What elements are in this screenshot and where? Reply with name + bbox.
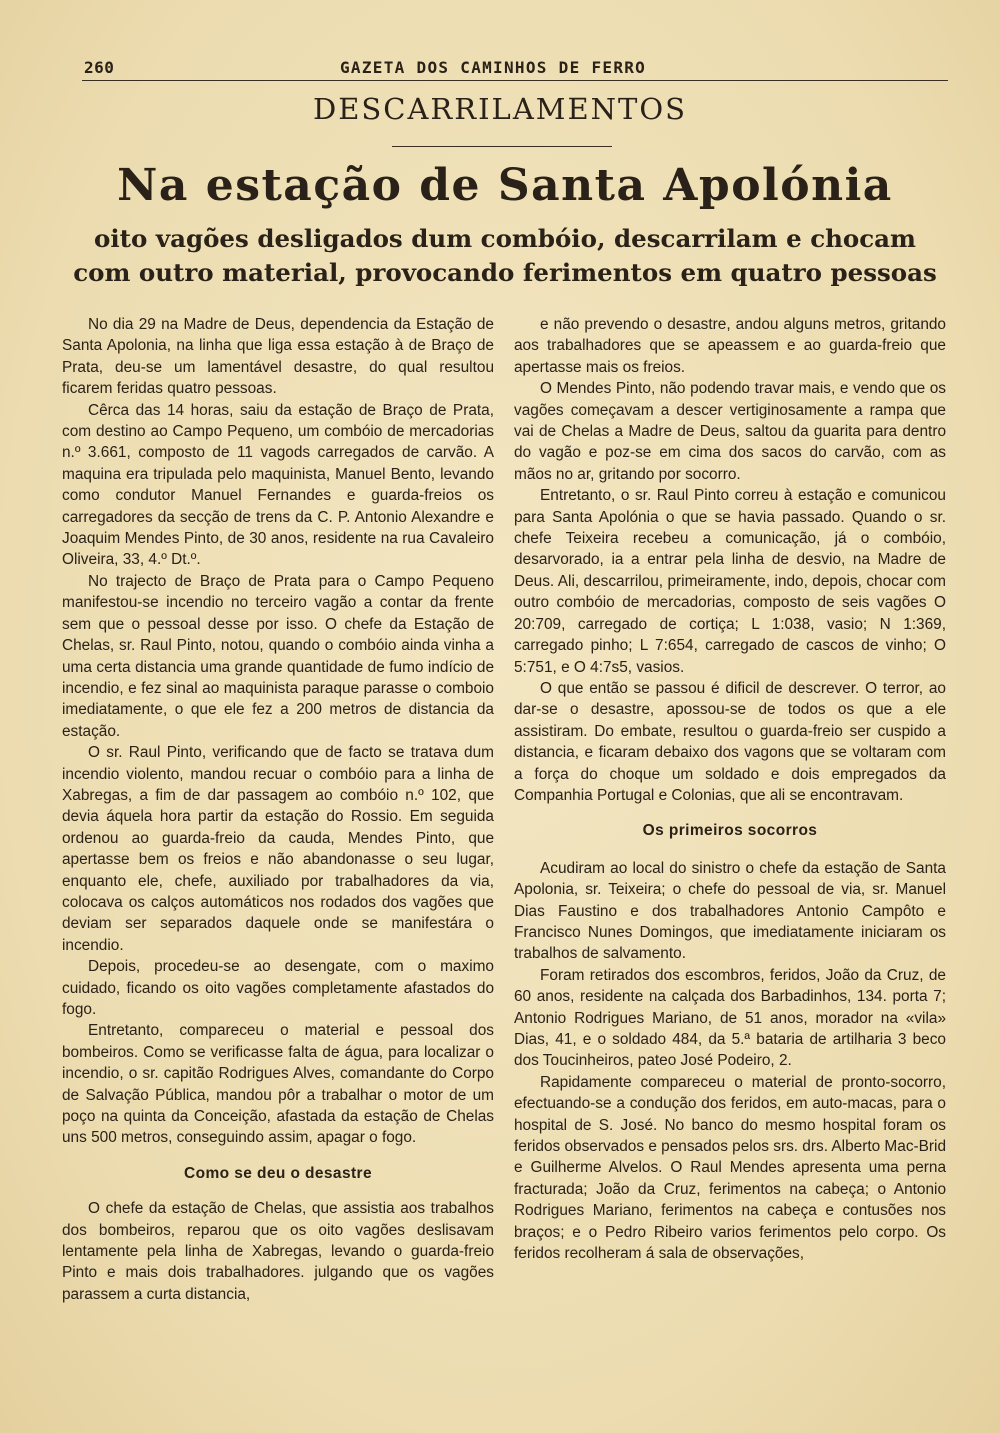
subhead-como-se-deu: Como se deu o desastre	[184, 1164, 372, 1182]
paragraph: No dia 29 na Madre de Deus, dependencia da Estação de Santa Apolonia, na linha que liga essa estação à de Braço de Prata, deu-se um lamentável desastre, do qual resultou ficarem feridas quatro pessoas.	[62, 316, 494, 398]
article-subheadline-line-2: com outro material, provocando ferimentos em quatro pessoas	[73, 258, 937, 287]
title-divider	[392, 146, 612, 147]
paragraph: O que então se passou é dificil de descrever. O terror, ao dar-se o desastre, apossou-se de todos os que a ele assistiram. Do embate, resultou o guarda-freio ser cuspido a distancia, e ficaram debaixo dos vagons que se voltaram com a força do choque um soldado e dois empregados da Companhia Portugal e Colonias, que ali se encontravam.	[514, 679, 946, 804]
subhead-primeiros-socorros: Os primeiros socorros	[642, 822, 818, 840]
paragraph: No trajecto de Braço de Prata para o Campo Pequeno manifestou-se incendio no terceiro vagão a contar da frente sem que o pessoal desse por isso. O chefe da Estação de Chelas, sr. Raul Pinto, notou, quando o combóio ainda vinha a uma certa distancia uma grande quantidade de fumo indício de incendio, e fez sinal ao maquinista paraque parasse o comboio imediatamente, o que ele fez a 200 metros de distancia da estação.	[62, 572, 494, 740]
running-head	[82, 56, 948, 81]
right-column	[514, 314, 946, 1264]
article-subheadline-line-1: oito vagões desligados dum combóio, descarrilam e chocam	[94, 224, 916, 253]
paragraph: Foram retirados dos escombros, feridos, João da Cruz, de 60 anos, residente na calçada dos Barbadinhos, 134. porta 7; Antonio Rodrigues Mariano, de 51 anos, morador na «vila» Dias, 41, e o soldado 484, da 5.ª bataria de artilharia 3 beco dos Toucinheiros, pateo José Podeiro, 2.	[514, 966, 946, 1070]
paragraph: Acudiram ao local do sinistro o chefe da estação de Santa Apolonia, sr. Teixeira; o chefe do pessoal de via, sr. Manuel Dias Faustino e dos trabalhadores Antonio Campôto e Francisco Nunes Domingos, que imediatamente iniciaram os trabalhos de salvamento.	[514, 859, 946, 963]
paragraph: O Mendes Pinto, não podendo travar mais, e vendo que os vagões começavam a descer vertiginosamente a rampa que vai de Chelas a Madre de Deus, saltou da guarita para dentro do vagão e poz-se em cima dos sacos do carvão, com as mãos no ar, gritando por socorro.	[514, 380, 946, 483]
paragraph: O sr. Raul Pinto, verificando que de facto se tratava dum incendio violento, mandou recuar o combóio para a linha de Xabregas, a fim de dar passagem ao combóio n.º 102, que devia áquela hora partir da estação do Rossio. Em seguida ordenou ao guarda-freio da cauda, Mendes Pinto, que apertasse bem os freios e não abandonasse o seu lugar, enquanto ele, chefe, auxiliado por trabalhadores da via, colocava os calços automáticos nos rodados dos vagões que deviam ser separados daquele onde se manifestára o incendio.	[62, 744, 494, 954]
paragraph: Entretanto, o sr. Raul Pinto correu à estação e comunicou para Santa Apolónia o que se havia passado. Quando o sr. chefe Teixeira recebeu a comunicação, já o combóio, desarvorado, ia a entrar pela linha de desvio, na Madre de Deus. Ali, descarrilou, primeiramente, indo, depois, chocar com outro combóio de mercadorias, composto de seis vagões O 20:709, carregado de cortiça; L 1:038, vasio; N 1:369, carregado pinho; L 7:654, carregado de cascos de vinho; O 5:751, e O 4:7s5, vasios.	[514, 487, 946, 676]
paragraph: Cêrca das 14 horas, saiu da estação de Braço de Prata, com destino ao Campo Pequeno, um combóio de mercadorias n.º 3.661, composto de 11 vagods carregados de carvão. A maquina era tripulada pelo maquinista, Manuel Bento, levando como condutor Manuel Fernandes e guarda-freios os carregadores da secção de trens da C. P. Antonio Alexandre e Joaquim Mendes Pinto, de 30 anos, residente na rua Cavaleiro Oliveira, 33, 4.º Dt.º.	[62, 401, 494, 569]
paragraph: O chefe da estação de Chelas, que assistia aos trabalhos dos bombeiros, reparou que os oito vagões deslisavam lentamente pela linha de Xabregas, levando o guarda-freio Pinto e mais dois trabalhadores. julgando que os vagões parassem a curta distancia,	[62, 1200, 494, 1303]
left-column	[62, 314, 494, 1305]
paragraph: e não prevendo o desastre, andou alguns metros, gritando aos trabalhadores que se apeassem e ao guarda-freio que apertasse mais os freios.	[514, 316, 946, 376]
paragraph: Depois, procedeu-se ao desengate, com o maximo cuidado, ficando os oito vagões completamente afastados do fogo.	[62, 958, 494, 1018]
section-title: DESCARRILAMENTOS	[313, 92, 687, 126]
article-headline: Na estação de Santa Apolónia	[117, 160, 893, 211]
journal-title: GAZETA DOS CAMINHOS DE FERRO	[340, 58, 647, 77]
page-number: 260	[84, 58, 115, 77]
paragraph: Rapidamente compareceu o material de pronto-socorro, efectuando-se a condução dos feridos, em auto-macas, para o hospital de S. José. No banco do mesmo hospital foram os feridos observados e pensados pelos srs. drs. Alberto Mac-Brid e Guilherme Alvelos. O Raul Mendes apresenta uma perna fracturada; João da Cruz, ferimentos na cabeça; o Antonio Rodrigues Mariano, ferimentos na cabeça e contusões nos braços; e o Pedro Ribeiro varios ferimentos pelo corpo. Os feridos recolheram á sala de observações,	[514, 1073, 947, 1263]
paragraph: Entretanto, compareceu o material e pessoal dos bombeiros. Como se verificasse falta de água, para localizar o incendio, o sr. capitão Rodrigues Alves, comandante do Corpo de Salvação Pública, mandou pôr a trabalhar o motor de um poço na quinta da Conceição, afastada da estação de Chelas uns 500 metros, conseguindo assim, apagar o fogo.	[62, 1022, 494, 1147]
